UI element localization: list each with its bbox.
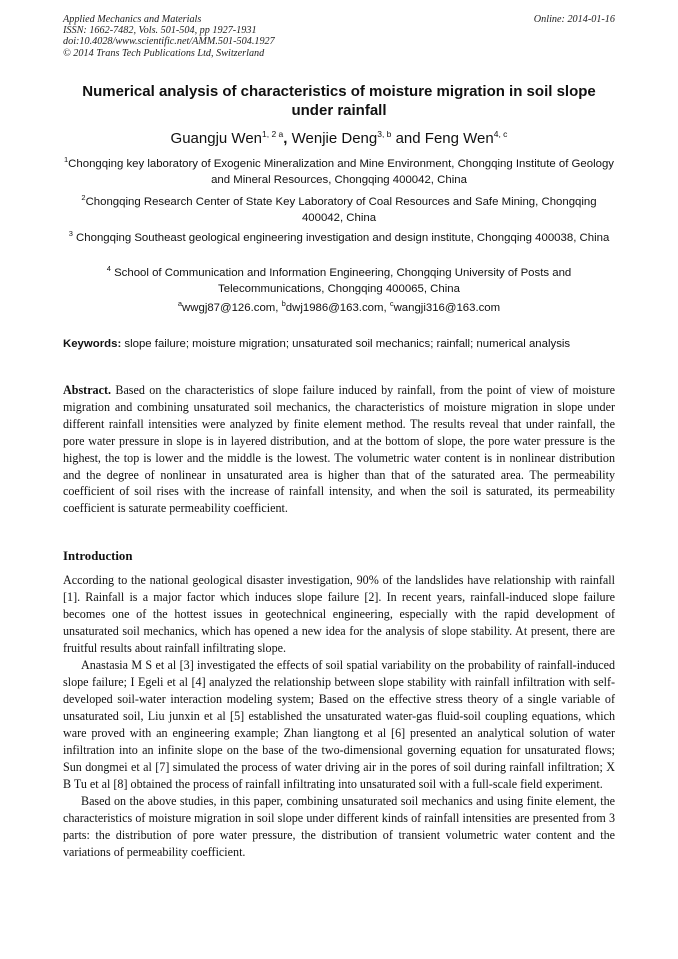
- journal-header: [63, 14, 615, 59]
- abstract: [63, 382, 615, 517]
- author-name: Guangju Wen: [170, 130, 262, 147]
- journal-doi: doi:10.4028/www.scientific.net/AMM.501-504.1927: [63, 36, 275, 48]
- introduction-heading: Introduction: [63, 549, 133, 563]
- introduction-body: [63, 572, 615, 861]
- email-mark: a: [177, 299, 183, 308]
- author-separator: and: [391, 130, 425, 147]
- paper-title: Numerical analysis of characteristics of moisture migration in soil slope under rainfall: [82, 83, 596, 119]
- affiliation-text: Chongqing Southeast geological engineering investigation and design institute, Chongqing 400038, China: [72, 232, 610, 244]
- affiliation-number: 3: [68, 229, 73, 238]
- online-date: Online: 2014-01-16: [533, 14, 615, 25]
- affiliation: [60, 156, 618, 188]
- affiliation: [60, 194, 618, 226]
- abstract-text: Based on the characteristics of slope failure induced by rainfall, from the point of view of moisture migration and combining unsaturated soil mechanics, the characteristics of moisture migration in slope under different rainfall intensities were analyzed by finite element method. The results reveal that under rainfall, the pore water pressure in slope is in layered distribution, and at the bottom of slope, the pore water pressure is the highest, the top is lower and the middle is the lowest. The volumetric water content is in nonlinear distribution and the degree of nonlinear in unsaturated area is higher than that of the saturated area. The permeability coefficient of soil rises with the increase of rainfall intensity, and when the soil is saturated, its permeability coefficient is saturate permeability coefficient.: [63, 383, 615, 516]
- journal-name: Applied Mechanics and Materials: [63, 14, 202, 25]
- affiliation-text: School of Communication and Information Engineering, Chongqing University of Posts and Telecommunications, Chongqing 400065, China: [110, 267, 572, 295]
- body-paragraph: According to the national geological disaster investigation, 90% of the landslides have relationship with rainfall [1]. Rainfall is a major factor which induces slope failure [2]. In recent years, rainfall-induced slope failure becomes one of the hottest issues in geotechnical engineering, especially with the rapid development of unsaturated soil mechanics, which has opened a new idea for the analysis of slope stability. At present, there are fruitful results about rainfall infiltrating slope.: [63, 573, 615, 655]
- affiliation-text: Chongqing Research Center of State Key Laboratory of Coal Resources and Safe Mining, Chongqing 400042, China: [85, 196, 597, 224]
- affiliation: [60, 265, 618, 297]
- keywords-label: Keywords:: [63, 338, 122, 350]
- affiliation: [60, 230, 618, 246]
- body-paragraph: Anastasia M S et al [3] investigated the effects of soil spatial variability on the probability of rainfall-induced slope failure; I Egeli et al [4] analyzed the relationship between slope stability with rainfall infiltration with self-developed soil-water interaction modeling system; Based on the effective stress theory of a single variable of unsaturated soil, Liu junxin et al [5] established the unsaturated water-gas fluid-soil coupling equations, which ware proved with an engineering example; Zhan liangtong et al [6] presented an analytical solution of water infiltration into an infinite slope on the base of the two-dimensional governing equation for unsaturated flows; Sun dongmei et al [7] simulated the process of water driving air in the pores of soil during rainfall infiltration; X B Tu et al [8] obtained the process of rainfall infiltrating into unsaturated soil with a full-scale field experiment.: [63, 658, 615, 791]
- journal-copyright: © 2014 Trans Tech Publications Ltd, Switzerland: [63, 47, 265, 59]
- affiliation-number: 1: [64, 155, 69, 164]
- author-name: Feng Wen: [424, 130, 494, 147]
- author-affiliation-mark: 4, c: [493, 129, 508, 139]
- body-paragraph: Based on the above studies, in this paper, combining unsaturated soil mechanics and using finite element, the characteristics of moisture migration in soil slope under different kinds of rainfall intensities are presented from 3 parts: the distribution of pore water pressure, the distribution of transient volumetric water content and the variations of permeability coefficient.: [63, 794, 615, 859]
- author-separator: ,: [283, 130, 292, 147]
- author-affiliation-mark: 3, b: [377, 129, 392, 139]
- email-mark: b: [281, 299, 286, 308]
- email-separator: ,: [275, 302, 282, 314]
- email-separator: ,: [383, 302, 390, 314]
- affiliation-text: Chongqing key laboratory of Exogenic Mineralization and Mine Environment, Chongqing Institute of Geology and Mineral Resources, Chongqing 400042, China: [68, 158, 614, 186]
- affiliation-number: 2: [81, 193, 86, 202]
- email-address: wangji316@163.com: [393, 302, 501, 314]
- keywords-text: slope failure; moisture migration; unsaturated soil mechanics; rainfall; numerical analysis: [124, 338, 571, 350]
- author-list: [60, 129, 618, 149]
- author-emails: [60, 300, 618, 316]
- email-address: wwgj87@126.com: [182, 302, 276, 314]
- author-affiliation-mark: 1, 2 a: [262, 129, 284, 139]
- affiliation-number: 4: [106, 264, 111, 273]
- email-address: dwj1986@163.com: [285, 302, 384, 314]
- email-mark: c: [389, 299, 394, 308]
- abstract-label: Abstract.: [63, 383, 112, 397]
- journal-issn: ISSN: 1662-7482, Vols. 501-504, pp 1927-1931: [63, 25, 257, 37]
- keywords: [63, 336, 615, 352]
- author-name: Wenjie Deng: [291, 130, 378, 147]
